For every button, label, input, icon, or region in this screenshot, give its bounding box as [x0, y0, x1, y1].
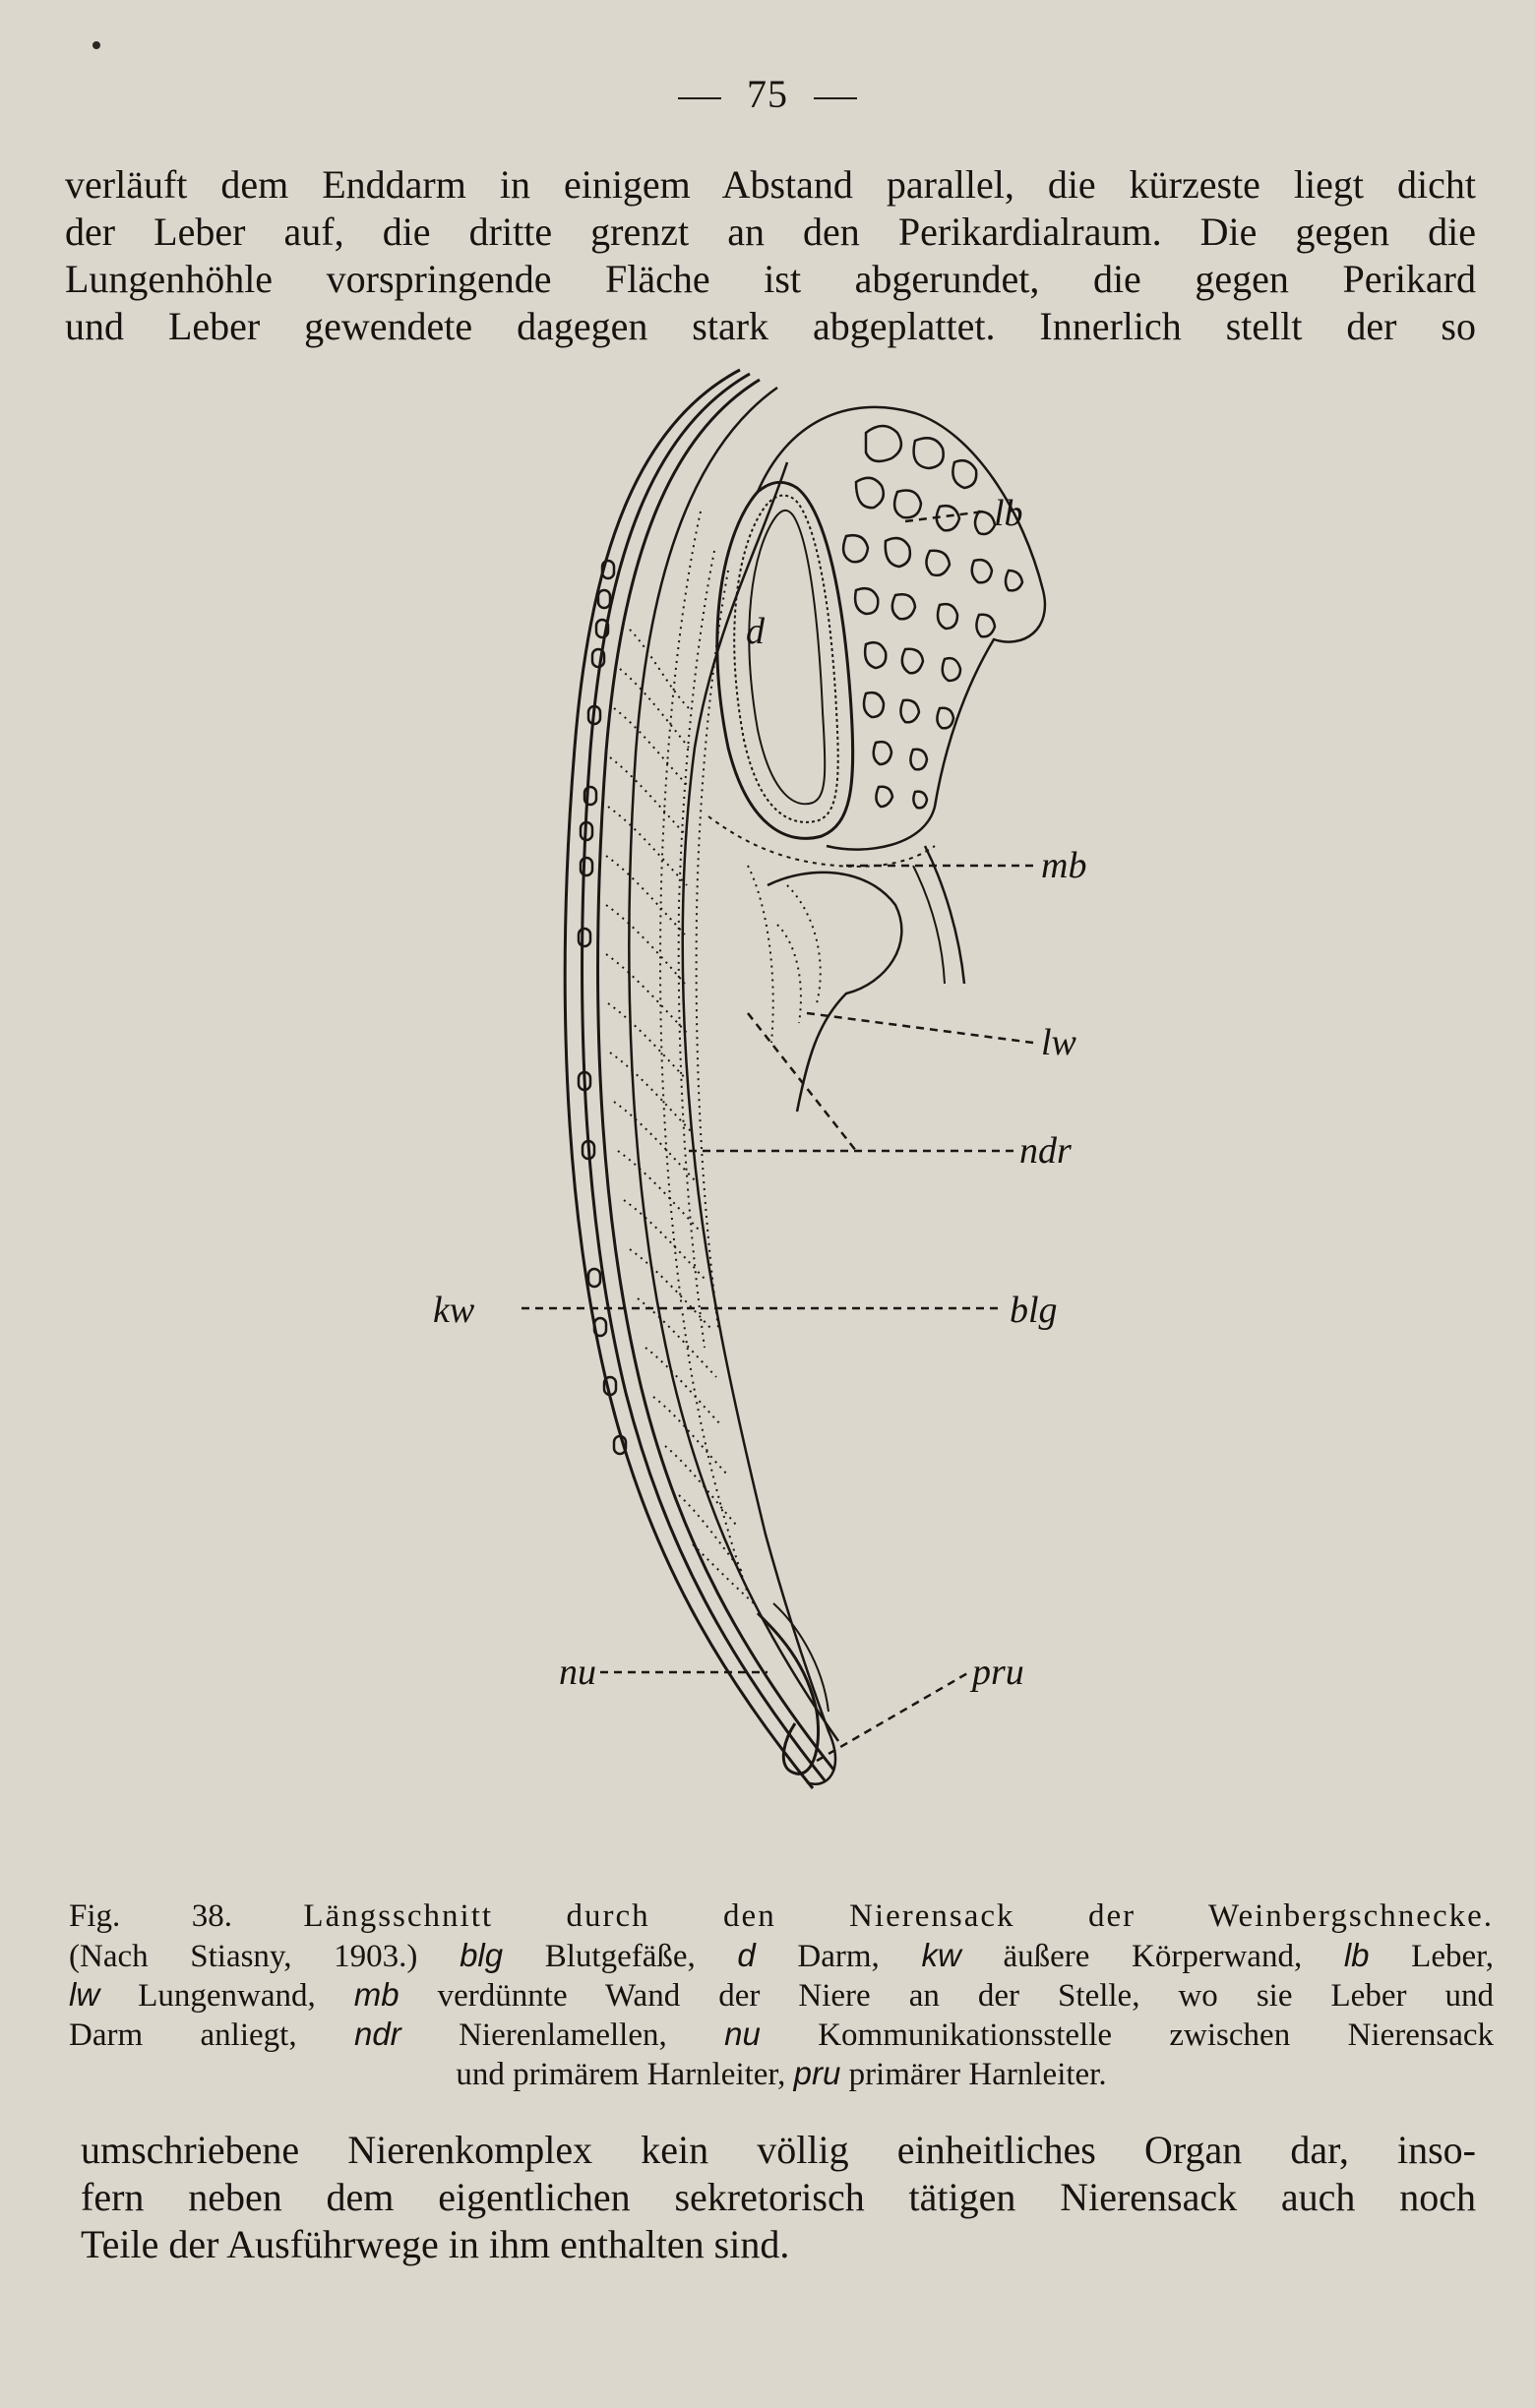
caption-abbr: mb [353, 1976, 399, 2013]
caption-abbr: lw [69, 1976, 100, 2013]
figure-label-mb: mb [1041, 845, 1087, 886]
lung-wall-lobe [768, 873, 901, 1112]
caption-abbr: d [737, 1937, 756, 1973]
kidney-sac-boundary [683, 462, 835, 1784]
print-speck [92, 41, 100, 49]
caption-source: (Nach Stiasny, 1903.) [69, 1939, 418, 1974]
primary-ureter [758, 1613, 819, 1774]
caption-text: und primärem Harnleiter, [456, 2057, 786, 2092]
blood-vessels [579, 561, 626, 1454]
caption-abbr: pru [793, 2055, 841, 2091]
figure-label-lw: lw [1041, 1022, 1076, 1063]
figure-label-blg: blg [1010, 1290, 1058, 1331]
caption-text: Darm anliegt, [69, 2017, 297, 2053]
body-text-line: umschriebene Nierenkomplex kein völlig einheitliches Organ dar, inso- [81, 2128, 1476, 2172]
caption-text: Leber, [1411, 1939, 1495, 1974]
figure-label-d: d [746, 611, 765, 652]
caption-text: Nierenlamellen, [459, 2017, 667, 2053]
caption-fig-number: Fig. 38. [69, 1898, 232, 1934]
body-text-line: und Leber gewendete dagegen stark abgeplattet. Innerlich stellt der so [65, 304, 1476, 348]
caption-text: Darm, [797, 1939, 880, 1974]
leader-pru [817, 1672, 969, 1761]
figure-caption-line [69, 2054, 1494, 2094]
body-text-line: Teile der Ausführwege in ihm enthalten sind. [81, 2222, 790, 2266]
caption-abbr: ndr [353, 2016, 401, 2052]
body-text-line: verläuft dem Enddarm in einigem Abstand parallel, die kürzeste liegt dicht [65, 162, 1476, 207]
figure-label-ndr: ndr [1019, 1130, 1072, 1172]
caption-text: verdünnte Wand der Niere an der Stelle, wo sie Leber und [437, 1978, 1494, 2014]
caption-title: Längsschnitt durch den Nierensack der Weinbergschnecke. [303, 1898, 1494, 1934]
leader-lw [807, 1013, 1033, 1043]
kidney-section-drawing [0, 354, 1535, 1889]
figure-caption-line [69, 1975, 1494, 2016]
intestine-lumen [749, 511, 825, 804]
body-wall-line-2 [583, 374, 825, 1780]
caption-text: primärer Harnleiter. [848, 2057, 1107, 2092]
caption-text: äußere Körperwand, [1003, 1939, 1303, 1974]
figure-caption-line [69, 2015, 1494, 2055]
figure-caption-line [69, 1936, 1494, 1976]
leader-ndr-diag [748, 1013, 856, 1151]
primary-ureter-inner [773, 1603, 829, 1712]
body-text-line: der Leber auf, die dritte grenzt an den Perikardialraum. Die gegen die [65, 210, 1476, 254]
page-number-dash-right [814, 97, 857, 99]
body-text-line: Lungenhöhle vorspringende Fläche ist abgerundet, die gegen Perikard [65, 257, 1476, 301]
figure-label-nu: nu [559, 1652, 596, 1693]
figure-label-lb: lb [994, 493, 1023, 534]
page-number [0, 71, 1535, 117]
figure-label-pru: pru [972, 1652, 1024, 1693]
caption-abbr: nu [724, 2016, 761, 2052]
caption-abbr: kw [921, 1937, 961, 1973]
page-number-dash-left [678, 97, 721, 99]
figure-caption-line [69, 1896, 1494, 1936]
caption-text: Lungenwand, [138, 1978, 316, 2014]
caption-abbr: blg [460, 1937, 504, 1973]
liver-boundary [758, 407, 1045, 850]
caption-text: Kommunikationsstelle zwischen Nierensack [818, 2017, 1495, 2053]
figure-label-kw: kw [433, 1290, 475, 1331]
body-text-line: fern neben dem eigentlichen sekretorisch tätigen Nierensack auch noch [81, 2175, 1476, 2219]
figure-38 [0, 354, 1535, 1889]
caption-abbr: lb [1343, 1937, 1370, 1973]
body-wall-outer-line [565, 370, 813, 1788]
caption-text: Blutgefäße, [544, 1939, 696, 1974]
page-number-value: 75 [747, 72, 788, 116]
